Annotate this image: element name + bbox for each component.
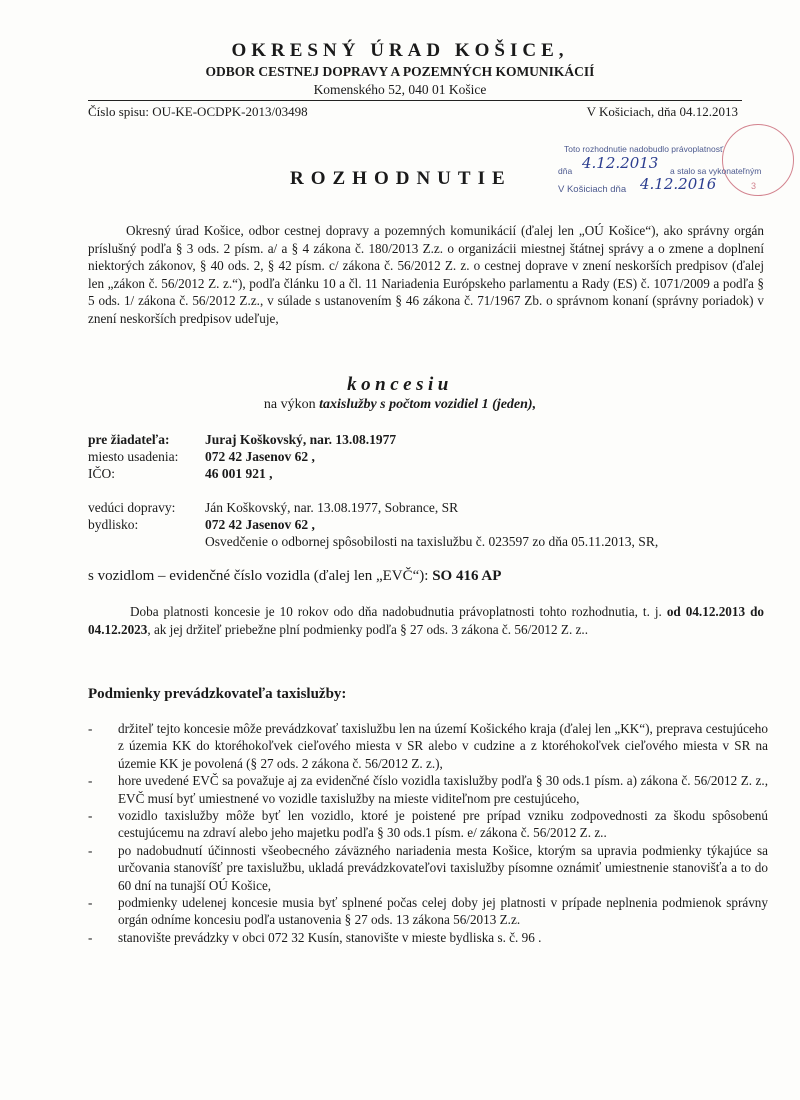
applicant-name: Juraj Koškovský, nar. 13.08.1977 bbox=[205, 432, 397, 447]
manager-residence-label: bydlisko: bbox=[88, 517, 139, 532]
vehicle-text: s vozidlom – evidenčné číslo vozidla (ďalej len „EVČ“): bbox=[88, 568, 429, 584]
applicant-ico-row bbox=[88, 465, 273, 482]
list-item: - podmienky udelenej koncesie musia byť splnené počas celej doby jej platnosti v prípade neplnenia podmienok správny orgán odníme koncesiu podľa ustanovenia § 27 ods. 13 zákona 56/2013 Z.z. bbox=[88, 895, 768, 928]
conditions-heading: Podmienky prevádzkovateľa taxislužby: bbox=[88, 686, 347, 702]
validity-text-1: Doba platnosti koncesie je 10 rokov odo dňa nadobudnutia právoplatnosti tohto rozhodnutia, t. j. bbox=[130, 604, 662, 619]
applicant-seat-label: miesto usadenia: bbox=[88, 449, 179, 464]
applicant-ico: 46 001 921 , bbox=[205, 466, 273, 481]
manager-value: Ján Koškovský, nar. 13.08.1977, Sobrance, SR bbox=[205, 500, 459, 515]
vehicle-plate: SO 416 AP bbox=[432, 568, 502, 584]
manager-row bbox=[88, 499, 458, 516]
manager-residence: 072 42 Jasenov 62 , bbox=[205, 517, 315, 532]
seal-number: 3 bbox=[751, 181, 757, 191]
manager-certificate-row bbox=[88, 533, 658, 550]
stamp-handwritten-date-1: 4.12.2013 bbox=[582, 154, 659, 172]
stamp-line-3-label: V Košiciach dňa bbox=[558, 184, 627, 195]
validity-stamp bbox=[556, 136, 776, 216]
manager-residence-row bbox=[88, 516, 315, 533]
manager-certificate: Osvedčenie o odbornej spôsobilosti na taxislužbu č. 023597 zo dňa 05.11.2013, SR, bbox=[205, 534, 659, 549]
stamp-line-1: Toto rozhodnutie nadobudlo právoplatnosť bbox=[564, 144, 724, 154]
stamp-line-2-tail: a stalo sa vykonateľným bbox=[670, 166, 762, 176]
applicant-name-label: pre žiadateľa: bbox=[88, 432, 170, 447]
concession-heading: koncesiu bbox=[347, 374, 453, 395]
office-address: Komenského 52, 040 01 Košice bbox=[313, 82, 487, 97]
manager-label: vedúci dopravy: bbox=[88, 500, 176, 515]
office-name: OKRESNÝ ÚRAD KOŠICE, bbox=[231, 40, 569, 61]
applicant-seat: 072 42 Jasenov 62 , bbox=[205, 449, 315, 464]
vehicle-line bbox=[88, 568, 501, 585]
list-item: - držiteľ tejto koncesie môže prevádzkovať taxislužbu len na území Košického kraja (ďalej len „KK“), preprava cestujúceho z územia KK do ktoréhokoľvek cieľového miesta v SR alebo v cudzine a z ktoréhokoľvek cieľového miesta v SR na územie KK je povolená (§ 27 ods. 2 zákona č. 56/2012 Z. z.), bbox=[88, 721, 768, 771]
document-title: ROZHODNUTIE bbox=[290, 168, 512, 189]
place-date: V Košiciach, dňa 04.12.2013 bbox=[586, 104, 738, 119]
validity-text-2: , ak jej držiteľ priebežne plní podmienky podľa § 27 ods. 3 zákona č. 56/2012 Z. z.. bbox=[147, 621, 588, 637]
concession-sub-prefix: na výkon bbox=[263, 397, 316, 412]
list-item: - hore uvedené EVČ sa považuje aj za evidenčné číslo vozidla taxislužby podľa § 30 ods.1 písm. a) zákona č. 56/2012 Z. z., EVČ musí byť umiestnené vo vozidle taxislužby na mieste viditeľnom pre cestujúceho, bbox=[88, 773, 768, 806]
concession-sub-italic: taxislužby s počtom vozidiel 1 (jeden), bbox=[319, 397, 537, 412]
intro-paragraph: Okresný úrad Košice, odbor cestnej dopravy a pozemných komunikácií (ďalej len „OÚ Košice“), ako správny orgán príslušný podľa § 3 ods. 2 písm. a/ a § 4 zákona č. 180/2013 Z.z. o organizácii miestnej štátnej správy a o zmene a doplnení niektorých zákonov, § 40 ods. 2, § 42 písm. c/ zákona č. 56/2012 Z. z. o cestnej doprave v znení neskorších predpisov (ďalej len „zákon č. 56/2012 Z. z.“), podľa článku 10 a čl. 11 Nariadenia Európskeho parlamentu a Rady (ES) č. 1071/2009 a podľa § 5 ods. 1/ zákona č. 56/2012 Z.z., v súlade s ustanovením § 46 zákona č. 71/1967 Zb. o správnom konaní (správny poriadok) v znení neskorších predpisov udeľuje, bbox=[88, 223, 764, 326]
applicant-ico-label: IČO: bbox=[88, 466, 115, 481]
round-seal bbox=[722, 124, 794, 196]
list-item: - po nadobudnutí účinnosti všeobecného záväzného nariadenia mesta Košice, ktorým sa upravia podmienky týkajúce sa určovania stanovíšť pre taxislužbu, ukladá prevádzkovateľovi taxislužby písomne oznámiť umiestnenie stanovišťa a to do 60 dní na tunajší OÚ Košice, bbox=[88, 842, 768, 893]
department-name: ODBOR CESTNEJ DOPRAVY A POZEMNÝCH KOMUNIKÁCIÍ bbox=[205, 64, 595, 79]
conditions-list bbox=[88, 720, 768, 946]
validity-period: od 04.12.2013 do 04.12.2023 bbox=[88, 604, 765, 637]
stamp-line-2-label: dňa bbox=[558, 166, 573, 176]
list-item: - stanovište prevádzky v obci 072 32 Kusín, stanovište v mieste bydliska s. č. 96 . bbox=[88, 929, 542, 945]
stamp-handwritten-date-2: 4.12.2016 bbox=[640, 175, 717, 193]
applicant-seat-row bbox=[88, 448, 315, 465]
file-number: Číslo spisu: OU-KE-OCDPK-2013/03498 bbox=[88, 104, 308, 119]
header-divider bbox=[88, 100, 742, 101]
list-item: - vozidlo taxislužby môže byť len vozidlo, ktoré je poistené pre prípad vzniku zodpovednosti za škodu spôsobenú cestujúcemu na zdraví alebo jeho majetku podľa § 30 ods.1 písm. e/ zákona č. 56/2012 Z. z.. bbox=[88, 808, 768, 841]
concession-subheading bbox=[0, 397, 800, 413]
applicant-name-row bbox=[88, 431, 396, 448]
validity-paragraph bbox=[88, 603, 764, 638]
